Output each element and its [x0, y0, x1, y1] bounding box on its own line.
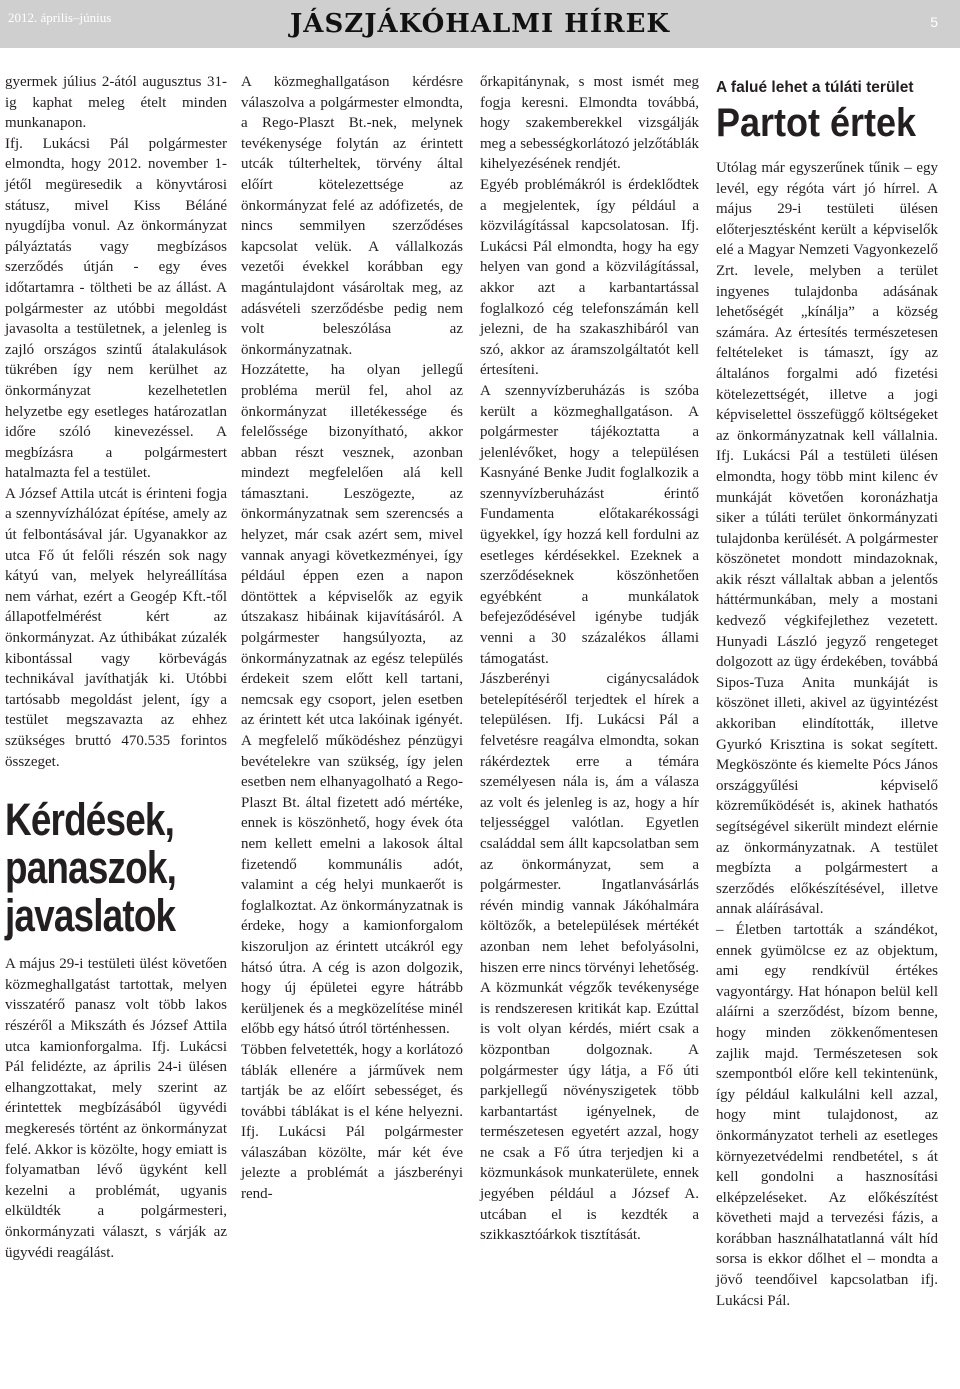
paragraph: Hozzátette, ha olyan jellegű probléma merül fel, ahol az önkormányzat illetékessége és felelőssége bizonyítható, akkor abban részt vesznek, azonban mindezt megfelelően alá kell támasztani. Leszögezte, az önkormányzatnak sem szerencsés a helyzet, már csak azért sem, mivel vannak anyagi következményei, így például éppen ezen a napon döntöttek a képviselők az egyik útszakasz hibáinak kijavításáról. A polgármester hangsúlyozta, az önkormányzatnak az egész település érdekeit szem előtt kell tartani, nemcsak egy csoport, jelen esetben az érintett két utca lakóinak igényét. A megfelelő működéshez pénzügyi bevételekre van szükség, így jelen esetben nem elhanyagolható a Rego-Plaszt Bt. által fizetett adó mértéke, ennek is köszönhető, hogy évek óta nem kellett emelni a lakosok által fizetendő kommunális adót, valamint a cég helyi munkaerőt is foglalkoztat. Az önkormányzatnak is érdeke, hogy a kamionforgalom kiszoruljon az érintett utcákról egy hátsó útra. A cég is azon dolgozik, hogy új épületei egyre hátrább kerüljenek és a megközelítése minél előbb egy hátsó útról történhessen. [241, 362, 463, 1038]
article-headline [5, 796, 226, 940]
masthead-logo: JÁSZJÁKÓHALMI HÍREK [289, 9, 671, 39]
paragraph: A május 29-i testületi ülést követően közmeghallgatást tartottak, melyen visszatérő panasz volt több lakos részéről a Mikszáth és József Attila utca kamionforgalma. Ifj. Lukácsi Pál felidézte, az április 24-i ülésen elhangzottakat, mely szerint az érintettek megbízásából ügyvédi megkeresés történt az önkormányzat felé. Akkor is közölte, hogy emiatt is folyamatban lévő ügyként kell kezelni a problémát, ugyanis elküldték a polgármesteri, önkormányzati választ, s várják az ügyvédi reagálást. [5, 956, 227, 1261]
paragraph: Ifj. Lukácsi Pál polgármester elmondta, hogy 2012. november 1-jétől megüresedik a könyvtárosi státusz, mivel Kiss Béláné nyugdíjba vonul. Az önkormányzat pályáztatás vagy megbízásos szerződés útján - egy éves időtartamra - töltheti be az állást. A polgármester az utóbbi megoldást javasolta a testületnek, a jelenleg is zajló országos szintű átalakulások tükrében így nem kerülhet az önkormányzat kezelhetetlen helyzetbe egy esetleges határozatlan időre szóló kinevezéssel. A megbízásra a polgármestert hatalmazta fel a testület. [5, 135, 227, 482]
paragraph: – Életben tartották a szándékot, ennek gyümölcse ez az objektum, ami egy rendkívül értékes vagyontárgy. Hat hónapon belül kell aláírni a szerződést, bízom benne, hogy minden zökkenőmentesen zajlik majd. Természetesen sok szempontból előre kell tekintenünk, így például kalkulálni kell azzal, hogy mint tulajdonost, az önkormányzatot terheli az esetleges környezetvédelmi rendbetétel, s át kell gondolni a hasznosítási elképzeléseket. Az előkészítést követheti majd a tervezési fázis, a korábban használhatatlanná vált híd sorsa is ekkor dőlhet el – mondta a jövő teendőivel kapcsolatban ifj. Lukácsi Pál. [716, 921, 938, 1309]
paragraph: A József Attila utcát is érinteni fogja a szennyvízhálózat építése, amely az út felbontásával jár. Ugyanakkor az utca Fő út felőli részén sok nagy kátyú van, melyek helyreállítása nem várhat, ezért a Geogép Kft.-től állapotfelmérést kért az önkormányzat. Az úthibákat zúzalék kibontással vagy körbevágás technikával javíthatják ki. Utóbbi tartósabb megoldást jelent, így a testület megszavazta az ehhez szükséges bruttó 470.535 forintos összeget. [5, 485, 227, 770]
paragraph: Egyéb problémákról is érdeklődtek a megjelentek, így például a közvilágítással kapcsolatosan. Ifj. Lukácsi Pál elmondta, hogy ha egy helyen van gond a közvilágítással, akkor azt a karbantartással foglalkozó cég telefonszámán kell jelezni, de ha szakaszhibáról van szó, akkor az áramszolgáltatót kell értesíteni. [480, 176, 699, 379]
paragraph: Jászberényi cigánycsaládok betelepítéséről terjedtek el hírek a településen. Ifj. Lukácsi Pál a felvetésre reagálva elmondta, sokan rákérdeztek erre a témára személyesen nála is, ám a válasza az volt és jelenleg is az, hogy a hír teljességgel valótlan. Egyetlen családdal sem állt kapcsolatban sem az önkormányzat, sem a polgármester. Ingatlanvásárlás révén mindig vannak Jákóhalmára költözők, a betelepülések mértékét azonban nem lehet befolyásolni, hiszen erre nincs törvényi lehetőség. A közmunkát végzők tevékenysége is rendszeresen kritikát kap. Ezúttal is volt olyan kérdés, miért csak a központban dolgoznak. A polgármester úgy látja, a Fő úti parkjellegű növényszigetek több karbantartást igényelnek, de természetesen egyetért azzal, hogy ne csak a Fő útra terjedjen ki a közmunkások munkaterülete, ennek jegyében például a József A. utcában el is kezdték a szikkasztóárkok tisztítását. [480, 671, 699, 1244]
paragraph: A szennyvízberuházás is szóba került a közmeghallgatáson. A polgármester tájékoztatta a jelenlévőket, hogy a településen Kasnyáné Benke Judit foglalkozik a szennyvízberuházást érintő Fundamenta előtakarékossági ügyekkel, így hozzá kell fordulni az esetleges kérdésekkel. Ezeknek a szerződéseknek köszönhetően egyébként a munkálatok befejeződésével igénybe tudják venni a 30 százalékos állami támogatást. [480, 382, 699, 667]
column-3 [480, 72, 699, 1246]
paragraph: gyermek július 2-ától augusztus 31-ig kaphat meleg ételt minden munkanapon. [5, 74, 227, 132]
issue-date: 2012. április–június [8, 10, 112, 25]
column-4 [716, 78, 938, 1311]
article-headline: Partot értek [716, 101, 917, 145]
page-header [0, 0, 960, 48]
column-2 [241, 72, 463, 1205]
paragraph: őrkapitánynak, s most ismét meg fogja keresni. Elmondta továbbá, hogy szakemberekkel vizsgálják meg a sebességkorlátozó jelzőtáblák kihelyezésének rendjét. [480, 74, 699, 173]
page-number: 5 [930, 14, 938, 30]
column-1 [5, 72, 227, 1263]
article-kicker: A falué lehet a túláti terület [716, 79, 914, 96]
paragraph: A közmeghallgatáson kérdésre válaszolva a polgármester elmondta, a Rego-Plaszt Bt.-nek, melynek tevékenysége folytán az érintett utcák túlterheltek, törvény által előírt kötelezettsége az önkormányzat felé az adófizetés, de nincs semmilyen szerződéses kapcsolat velük. A vállalkozás vezetői évekkel korábban egy magántulajdont vásároltak meg, az adásvételi szerződésbe pedig nem volt beleszólása az önkormányzatnak. [241, 74, 463, 358]
paragraph: Utólag már egyszerűnek tűnik – egy levél, egy régóta várt jó hírrel. A május 29-i testületi ülésen előterjesztésként került a képviselők elé a Magyar Nemzeti Vagyonkezelő Zrt. levele, melyben a terület ingyenes tulajdonba adásának lehetőségét „kínálja” a község számára. Az értesítés természetesen feltételeket is támaszt, így az általános forgalmi adó fizetési kötelezettségét, illetve a jogi képviselettel összefüggő költségeket az önkormányzatnak kell vállalnia. Ifj. Lukácsi Pál a testületi ülésen elmondta, hogy több mint kilenc év munkáját követően koronázhatja siker a túláti terület önkormányzati tulajdonba kerülését. A polgármester köszönetet mondott mindazoknak, akik részt vállaltak abban a jelentős háttérmunkában, mely a mostani kedvező végkifejlethez vezetett. Hunyadi László jegyző rengeteget dolgozott az ügy érdekében, továbbá Sipos-Tuza Anita munkáját is köszönet illeti, akivel az ügyintézést akkoriban elindították, illetve Gyurkó Krisztina is sokat segített. Megköszönte és kiemelte Pócs János országgyűlési képviselő közreműködését is, akinek hathatós segítségével sikerült mindezt elérnie az önkormányzatnak. A testület megbízta a polgármestert a szerződés előkészítésével, illetve annak aláírásával. [716, 160, 938, 918]
paragraph: Többen felvetették, hogy a korlátozó táblák ellenére a járművek nem tartják be az előírt sebességet, és további táblákat is el kéne helyezni. Ifj. Lukácsi Pál polgármester válaszában közölte, már két éve jelezte a problémát a jászberényi rend- [241, 1041, 463, 1203]
headline-text: Kérdések, panaszok, javaslatok [5, 794, 177, 942]
